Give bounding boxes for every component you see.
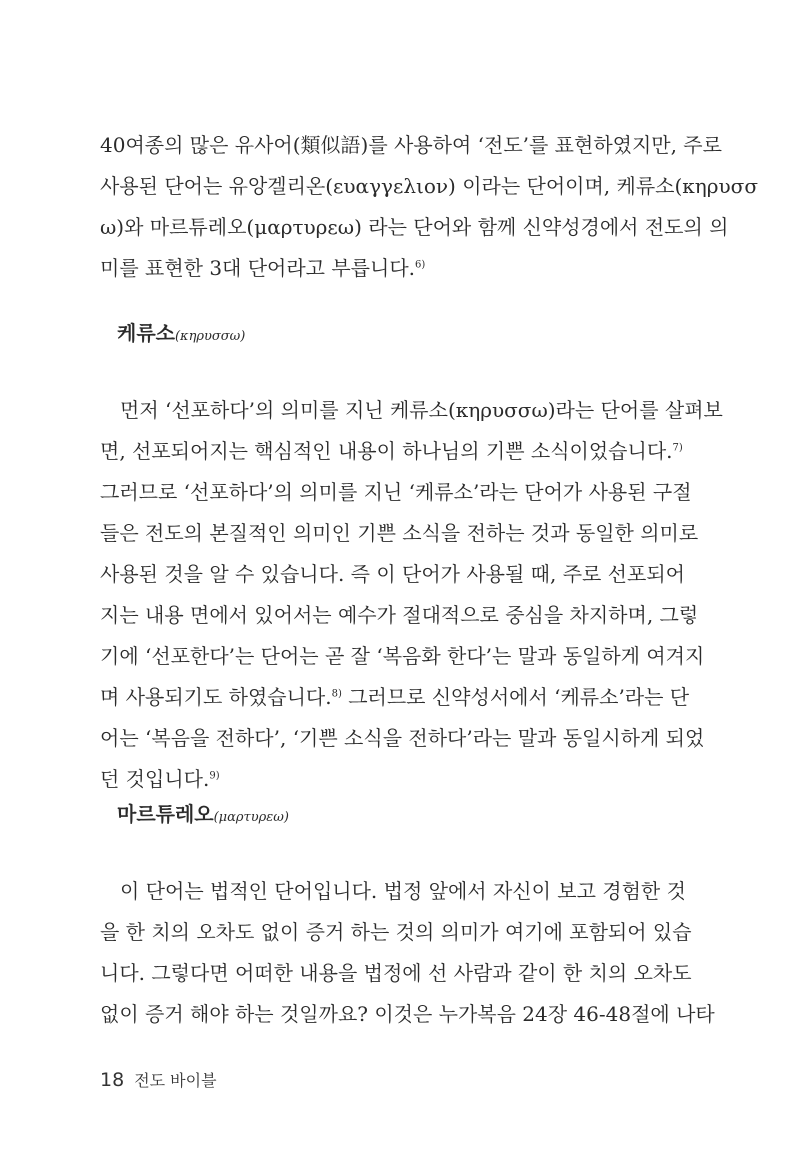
book-title: 전도 바이블 (134, 1071, 217, 1090)
page-footer (100, 1068, 217, 1092)
footnote-marker-7: 7) (672, 442, 683, 454)
intro-line-1: 40여종의 많은 유사어(類似語)를 사용하여 ‘전도’를 표현하였지만, 주로 (100, 133, 722, 157)
section1-line-10-text: 던 것입니다. (100, 767, 210, 791)
intro-line-3: ω)와 마르튜레오(μαρτυρεω) 라는 단어와 함께 신약성경에서 전도의 의 (100, 215, 729, 239)
intro-line-2: 사용된 단어는 유앙겔리온(ευαγγελιον) 이라는 단어이며, 케류소(κηρυσσ (100, 174, 758, 198)
section1-line-3: 그러므로 ‘선포하다’의 의미를 지닌 ‘케류소’라는 단어가 사용된 구절 (100, 480, 692, 504)
section-heading-martureo-text: 마르튜레오 (117, 802, 214, 826)
section-heading-martureo-greek: (μαρτυρεω) (213, 810, 289, 825)
section1-line-1: 먼저 ‘선포하다’의 의미를 지닌 케류소(κηρυσσω)라는 단어를 살펴보 (120, 398, 723, 422)
section-heading-kerusso-greek: (κηρυσσω) (174, 329, 246, 344)
section1-line-8-text: 며 사용되기도 하였습니다. (100, 685, 332, 709)
section2-line-2: 을 한 치의 오차도 없이 증거 하는 것의 의미가 여기에 포함되어 있습 (100, 920, 692, 944)
section2-line-1: 이 단어는 법적인 단어입니다. 법정 앞에서 자신이 보고 경험한 것 (120, 879, 686, 903)
section1-line-2-text: 면, 선포되어지는 핵심적인 내용이 하나님의 기쁜 소식이었습니다. (100, 439, 673, 463)
footnote-marker-8: 8) (331, 688, 342, 700)
section1-line-6: 지는 내용 면에서 있어서는 예수가 절대적으로 중심을 차지하며, 그렇 (100, 603, 699, 627)
section1-line-9: 어는 ‘복음을 전하다’, ‘기쁜 소식을 전하다’라는 말과 동일시하게 되었 (100, 726, 705, 750)
section1-line-7: 기에 ‘선포한다’는 단어는 곧 잘 ‘복음화 한다’는 말과 동일하게 여겨지 (100, 644, 705, 668)
section-heading-martureo (117, 800, 289, 828)
section1-line-10 (100, 765, 662, 793)
section1-line-4: 들은 전도의 본질적인 의미인 기쁜 소식을 전하는 것과 동일한 의미로 (100, 521, 699, 545)
section1-line-5: 사용된 것을 알 수 있습니다. 즉 이 단어가 사용될 때, 주로 선포되어 (100, 562, 685, 586)
section1-line-2 (100, 437, 683, 465)
section2-line-4: 없이 증거 해야 하는 것일까요? 이것은 누가복음 24장 46-48절에 나타 (100, 1002, 715, 1026)
intro-line-4-text: 미를 표현한 3대 단어라고 부릅니다. (100, 256, 415, 280)
intro-line-4 (100, 254, 662, 282)
section1-line-8 (100, 683, 690, 711)
footnote-marker-9: 9) (209, 770, 220, 782)
section-heading-kerusso-text: 케류소 (117, 321, 175, 345)
footnote-marker-6: 6) (415, 259, 426, 271)
section2-line-3: 니다. 그렇다면 어떠한 내용을 법정에 선 사람과 같이 한 치의 오차도 (100, 961, 692, 985)
section-heading-kerusso (117, 319, 245, 347)
section1-line-8-tail: 그러므로 신약성서에서 ‘케류소’라는 단 (341, 685, 690, 709)
page-number: 18 (100, 1069, 125, 1091)
